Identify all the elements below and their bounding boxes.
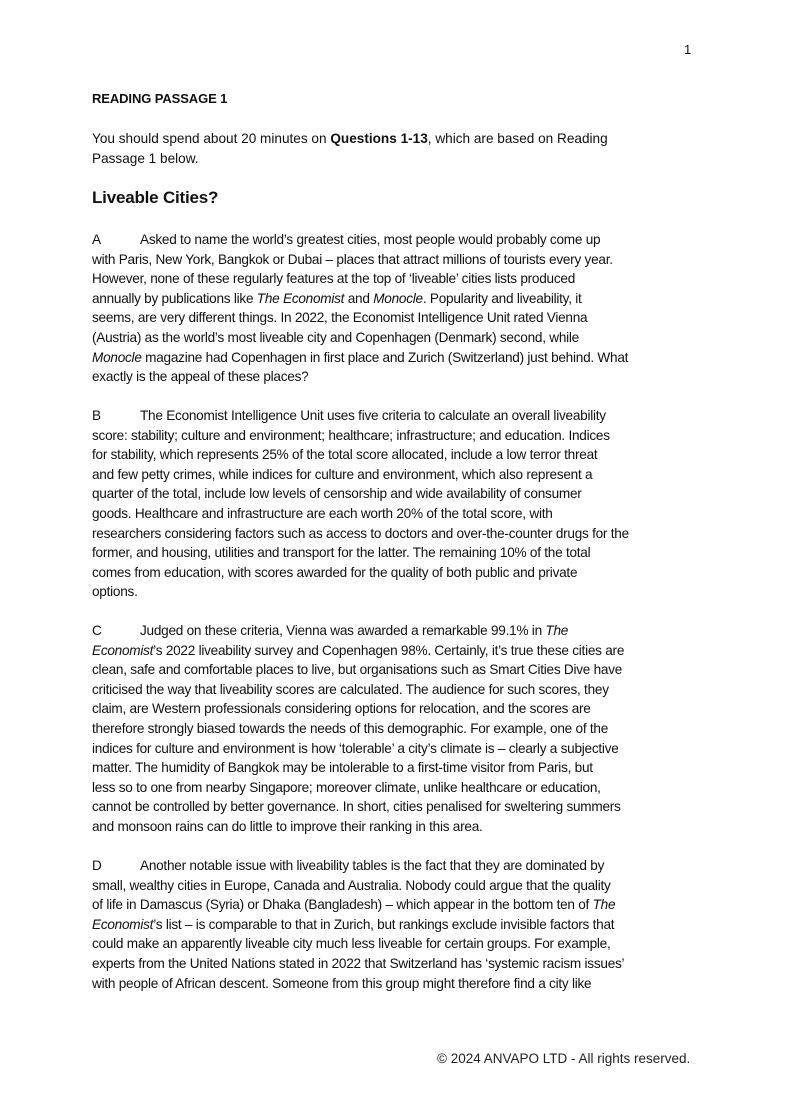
paragraph-letter: D [92,858,102,873]
paragraph-line: former, and housing, utilities and transport for the latter. The remaining 10% of the total [92,545,591,561]
paragraph-line: could make an apparently liveable city much less liveable for certain groups. For example, [92,936,611,952]
paragraph-line: annually by publications like The Economist and Monocle. Popularity and liveability, it [92,290,582,306]
paragraph-d [92,856,624,993]
paragraph-line: options. [92,584,138,600]
paragraph-line: B The Economist Intelligence Unit uses five criteria to calculate an overall liveability [92,406,629,426]
section-label: READING PASSAGE 1 [92,91,228,106]
paragraph-line: (Austria) as the world’s most liveable city and Copenhagen (Denmark) second, while [92,329,579,345]
paragraph-line: small, wealthy cities in Europe, Canada and Australia. Nobody could argue that the quality [92,877,611,893]
paragraph-line: exactly is the appeal of these places? [92,369,309,385]
passage-title: Liveable Cities? [92,188,219,207]
paragraph-line: researchers considering factors such as access to doctors and over-the-counter drugs for the [92,525,629,541]
paragraph-c [92,621,624,837]
paragraph-line: A Asked to name the world’s greatest cities, most people would probably come up [92,230,628,250]
paragraph-line: indices for culture and environment is how ‘tolerable’ a city’s climate is – clearly a subjective [92,740,619,756]
paragraph-line: with people of African descent. Someone from this group might therefore find a city like [92,975,592,991]
paragraph-line: experts from the United Nations stated in 2022 that Switzerland has ‘systemic racism issues’ [92,955,625,971]
paragraph-line: with Paris, New York, Bangkok or Dubai – places that attract millions of tourists every year. [92,251,613,267]
paragraph-line: matter. The humidity of Bangkok may be intolerable to a first-time visitor from Paris, but [92,760,593,776]
paragraph-line: Economist’s list – is comparable to that in Zurich, but rankings exclude invisible factors that [92,916,615,932]
instructions-prefix: You should spend about 20 minutes on [92,131,331,146]
paragraph-line: score: stability; culture and environment; healthcare; infrastructure; and education. Indices [92,427,610,443]
paragraph-line: of life in Damascus (Syria) or Dhaka (Bangladesh) – which appear in the bottom ten of The [92,897,616,913]
paragraph-letter: A [92,232,101,247]
instructions-line2: Passage 1 below. [92,150,199,166]
paragraph-line: Economist’s 2022 liveability survey and Copenhagen 98%. Certainly, it’s true these cities are [92,642,625,658]
paragraph-line: D Another notable issue with liveability tables is the fact that they are dominated by [92,856,624,876]
paragraph-line: less so to one from nearby Singapore; moreover climate, unlike healthcare or education, [92,779,601,795]
paragraph-line: for stability, which represents 25% of the total score allocated, include a low terror threat [92,447,598,463]
paragraph-line: goods. Healthcare and infrastructure are each worth 20% of the total score, with [92,505,553,521]
paragraph-line: clean, safe and comfortable places to live, but organisations such as Smart Cities Dive have [92,662,623,678]
paragraph-line: cannot be controlled by better governance. In short, cities penalised for sweltering summers [92,799,621,815]
paragraph-line: C Judged on these criteria, Vienna was awarded a remarkable 99.1% in The [92,621,624,641]
instructions-suffix: , which are based on Reading [427,131,608,146]
instructions [92,129,608,168]
paragraph-line: quarter of the total, include low levels of censorship and wide availability of consumer [92,486,582,502]
paragraph-line: Monocle magazine had Copenhagen in first place and Zurich (Switzerland) just behind. What [92,349,629,365]
paragraph-line: therefore strongly biased towards the needs of this demographic. For example, one of the [92,720,609,736]
paragraph-line: and few petty crimes, while indices for culture and environment, which also represent a [92,466,593,482]
paragraph-letter: C [92,623,102,638]
page-number: 1 [684,42,692,57]
paragraph-line: seems, are very different things. In 2022, the Economist Intelligence Unit rated Vienna [92,310,588,326]
paragraph-line: and monsoon rains can do little to improve their ranking in this area. [92,818,483,834]
paragraph-line: comes from education, with scores awarded for the quality of both public and private [92,564,578,580]
paragraph-line: claim, are Western professionals considering options for relocation, and the scores are [92,701,591,717]
paragraph-line: criticised the way that liveability scores are calculated. The audience for such scores, they [92,681,609,697]
paragraph-line: However, none of these regularly features at the top of ‘liveable’ cities lists produced [92,271,576,287]
instructions-questions: Questions 1-13 [330,131,428,146]
paragraph-letter: B [92,408,101,423]
copyright-footer: © 2024 ANVAPO LTD - All rights reserved. [437,1051,691,1066]
paragraph-a [92,230,628,387]
paragraph-b [92,406,629,602]
